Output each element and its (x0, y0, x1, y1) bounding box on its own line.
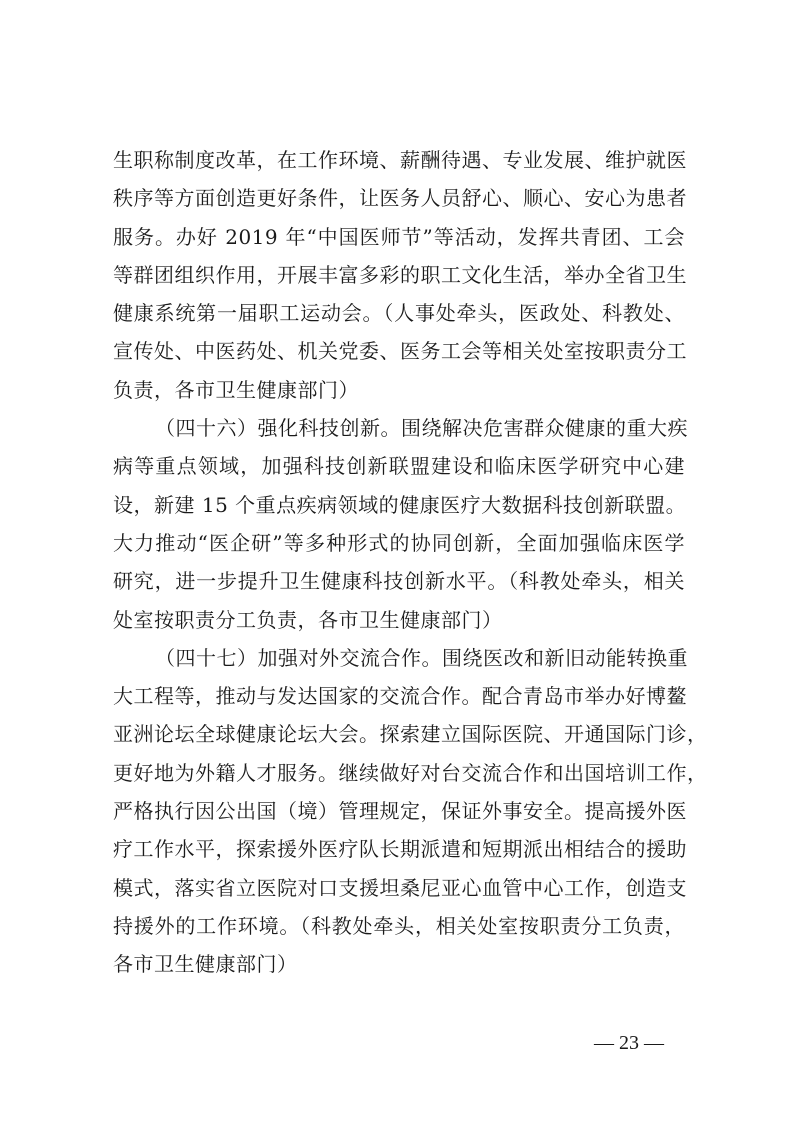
text-line: 服务。办好 2019 年“中国医师节”等活动，发挥共青团、工会 (113, 224, 685, 249)
text-line: 大工程等，推动与发达国家的交流合作。配合青岛市举办好博鳌 (113, 684, 687, 709)
text-line: 亚洲论坛全球健康论坛大会。探索建立国际医院、开通国际门诊， (113, 722, 708, 747)
section-heading-line: （四十六）强化科技创新。围绕解决危害群众健康的重大疾 (155, 416, 688, 441)
text-line: 宣传处、中医药处、机关党委、医务工会等相关处室按职责分工 (113, 339, 687, 364)
section-heading-line: （四十七）加强对外交流合作。围绕医改和新旧动能转换重 (155, 645, 688, 670)
text-line: 负责，各市卫生健康部门） (113, 377, 359, 402)
text-line: 更好地为外籍人才服务。继续做好对台交流合作和出国培训工作， (113, 760, 708, 785)
text-line: 大力推动“医企研”等多种形式的协同创新，全面加强临床医学 (113, 530, 685, 555)
text-line: 秩序等方面创造更好条件，让医务人员舒心、顺心、安心为患者 (113, 186, 687, 211)
text-line: 健康系统第一届职工运动会。（人事处牵头，医政处、科教处、 (113, 301, 685, 326)
paragraph-staff-reform (113, 141, 685, 409)
text-line: 严格执行因公出国（境）管理规定，保证外事安全。提高援外医 (113, 799, 687, 824)
text-line: 各市卫生健康部门） (113, 952, 298, 977)
paragraph-foreign-exchange (113, 639, 708, 984)
text-line: 研究，进一步提升卫生健康科技创新水平。（科教处牵头，相关 (113, 569, 685, 594)
text-line: 疗工作水平，探索援外医疗队长期派遣和短期派出相结合的援助 (113, 837, 687, 862)
text-line: 设，新建 15 个重点疾病领域的健康医疗大数据科技创新联盟。 (113, 492, 687, 517)
text-line: 持援外的工作环境。（科教处牵头，相关处室按职责分工负责， (113, 913, 685, 938)
text-line: 病等重点领域，加强科技创新联盟建设和临床医学研究中心建 (113, 454, 685, 479)
paragraph-science-innovation (113, 409, 688, 639)
text-line: 模式，落实省立医院对口支援坦桑尼亚心血管中心工作，创造支 (113, 875, 687, 900)
text-line: 等群团组织作用，开展丰富多彩的职工文化生活，举办全省卫生 (113, 262, 687, 287)
document-body (113, 141, 708, 984)
page-number: — 23 — (594, 1032, 664, 1054)
text-line: 生职称制度改革，在工作环境、薪酬待遇、专业发展、维护就医 (113, 148, 687, 172)
text-line: 处室按职责分工负责，各市卫生健康部门） (113, 607, 503, 632)
